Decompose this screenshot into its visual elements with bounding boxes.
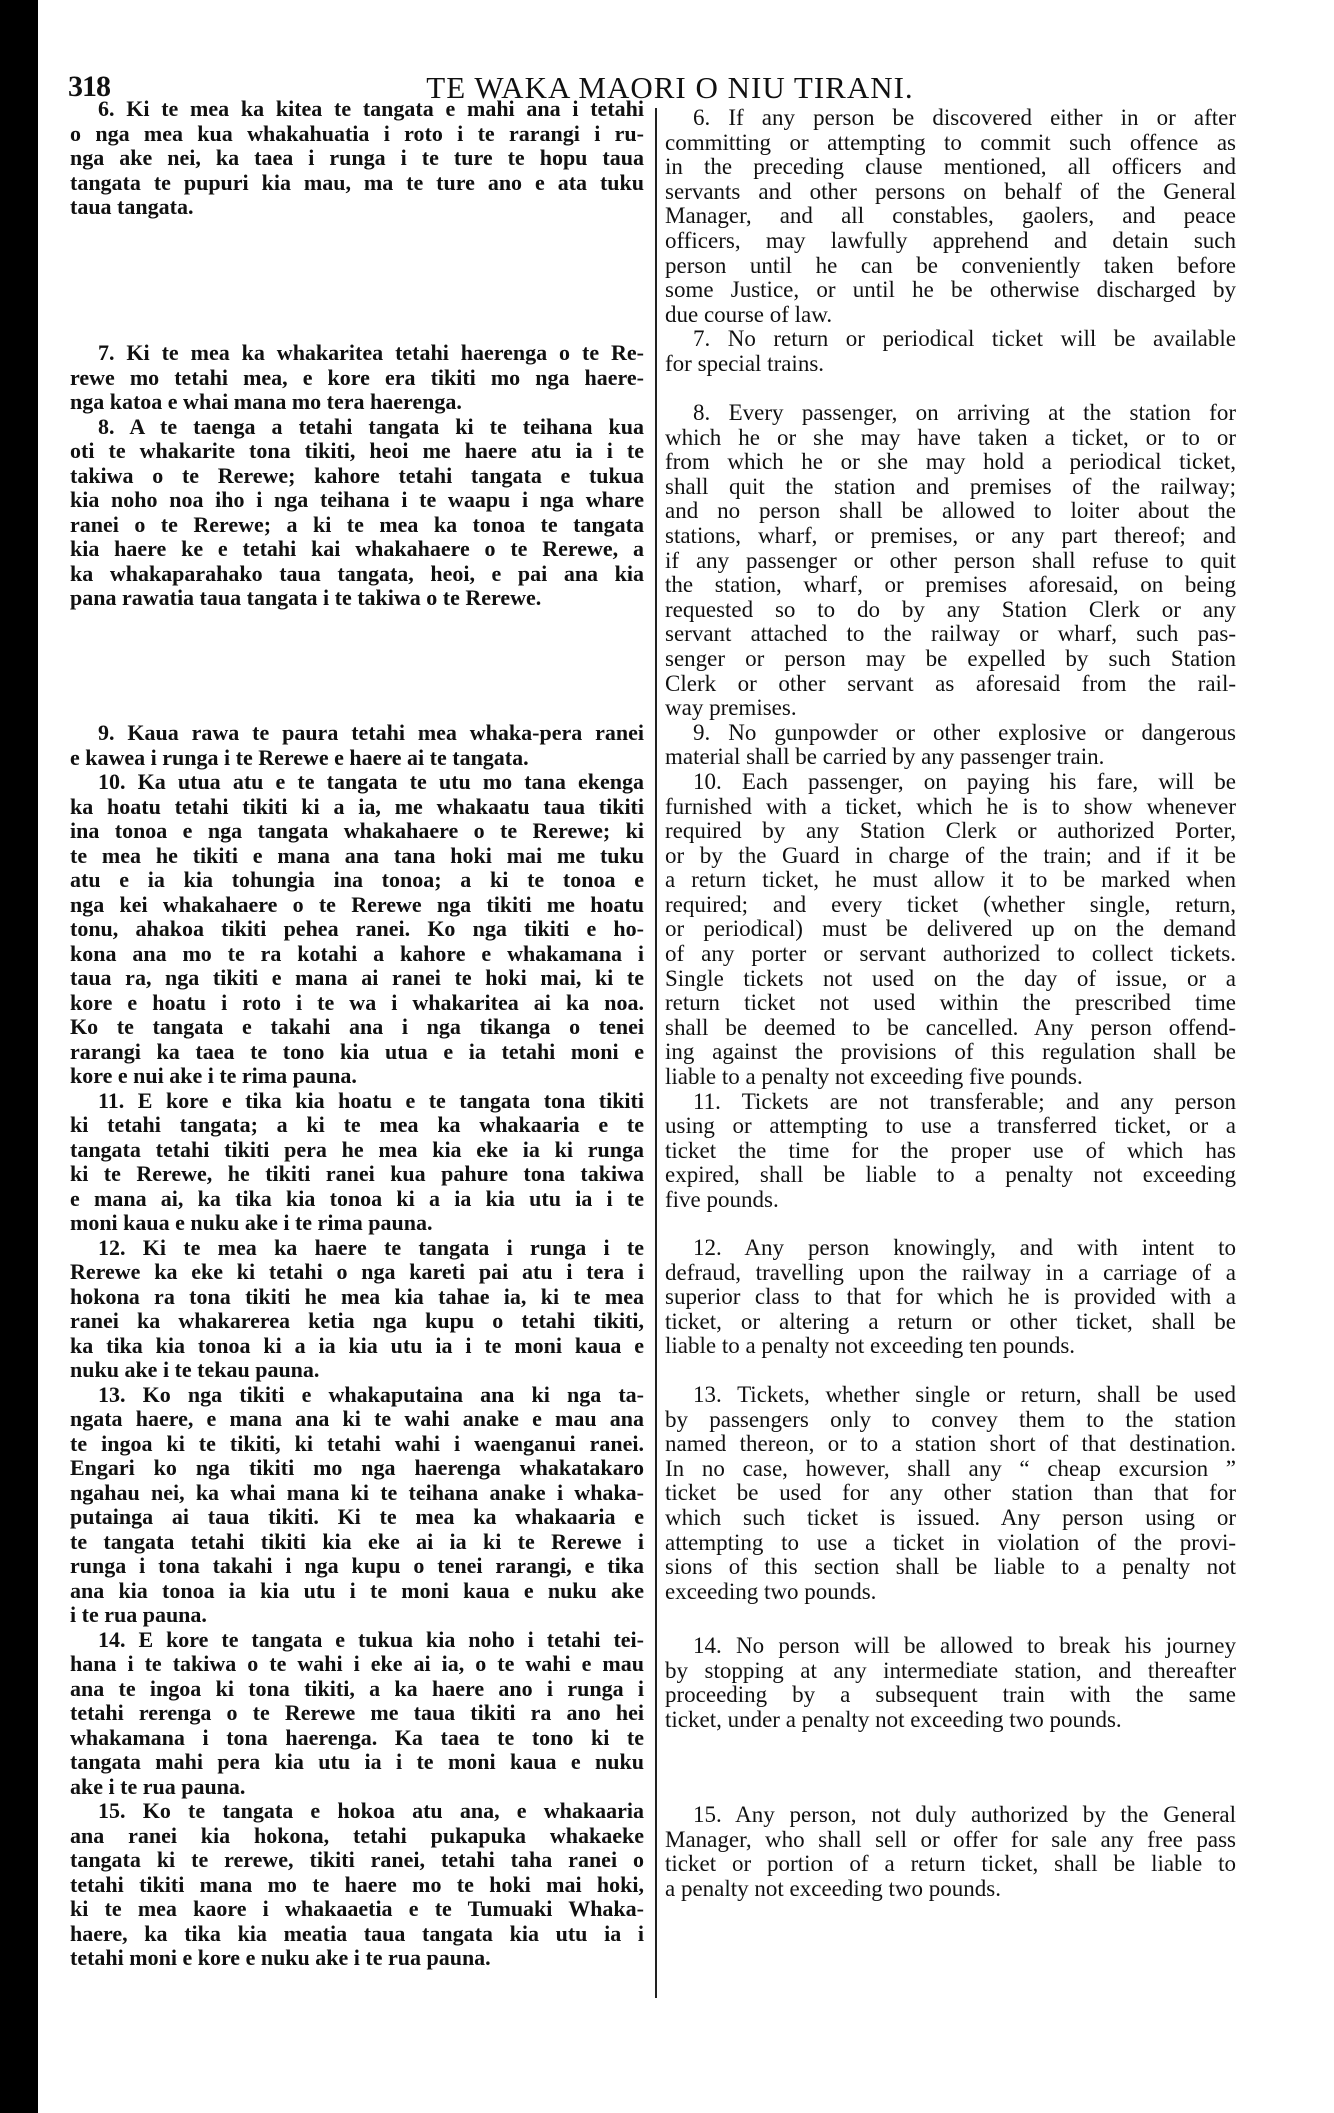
text-line: attempting to use a ticket in violation of the provi- <box>665 1529 1236 1555</box>
text-line: In no case, however, shall any “ cheap excursion ” <box>665 1455 1236 1481</box>
text-line: kona ana mo te ra kotahi a kahore e whakamana i <box>70 940 644 966</box>
text-line: by stopping at any intermediate station, and thereafter <box>665 1657 1236 1683</box>
text-line: tetahi rerenga o te Rerewe me taua tikiti ra ano hei <box>70 1700 644 1725</box>
text-line: 15. Ko te tangata e hokoa atu ana, e whakaaria <box>98 1798 644 1823</box>
text-line: furnished with a ticket, which he is to show whenever <box>665 793 1236 819</box>
text-line: Manager, who shall sell or offer for sale any free pass <box>665 1826 1236 1852</box>
text-line: ranei ka whakarerea ketia nga kupu o tetahi tikiti, <box>70 1308 644 1333</box>
text-line: 6. Ki te mea ka kitea te tangata e mahi ana i tetahi <box>98 96 644 121</box>
text-line: ka tika kia tonoa ki a ia kia utu ia i te moni kaua e <box>70 1332 644 1358</box>
text-block <box>70 341 644 611</box>
text-line: kore e hoatu i roto i te wa i whakaritea ai ka noa. <box>70 989 644 1015</box>
text-line: whakamana i tona haerenga. Ka taea te tono ki te <box>70 1724 644 1750</box>
text-line: ka whakaparahako taua tangata, heoi, e pai ana kia <box>70 560 644 586</box>
text-line: named thereon, or to a station short of that destination. <box>665 1431 1236 1457</box>
text-line: shall be deemed to be cancelled. Any person offend- <box>665 1014 1236 1040</box>
text-line: the station, wharf, or premises aforesaid, on being <box>665 572 1236 598</box>
text-line: or periodical) must be delivered up on the demand <box>665 916 1236 942</box>
text-line: rarangi ka taea te tono kia utua e ia tetahi moni e <box>70 1038 644 1064</box>
text-line: pana rawatia taua tangata i te takiwa o te Rerewe. <box>70 585 542 610</box>
regulation-paragraph <box>665 721 1236 770</box>
text-line: 15. Any person, not duly authorized by the General <box>693 1802 1236 1827</box>
text-line: tangata mahi pera kia utu ia i te moni kaua e nuku <box>70 1749 644 1774</box>
text-line: te ingoa ki te tikiti, ki tetahi wahi i waenganui ranei. <box>70 1430 644 1456</box>
regulation-paragraph <box>70 415 644 611</box>
text-line: e mana ai, ka tika kia tonoa ki a ia kia utu ia i te <box>70 1185 644 1211</box>
text-line: tonu, ahakoa tikiti pehea ranei. Ko nga tikiti e ho- <box>70 916 644 941</box>
regulation-paragraph <box>70 1383 644 1628</box>
text-line: nuku ake i te tekau pauna. <box>70 1357 320 1382</box>
text-line: senger or person may be expelled by such Station <box>665 645 1236 671</box>
text-line: and no person shall be allowed to loiter about the <box>665 498 1236 524</box>
text-block <box>665 106 1236 377</box>
text-line: nga katoa e whai mana mo tera haerenga. <box>70 389 462 414</box>
text-line: material shall be carried by any passenger train. <box>665 744 1105 770</box>
text-line: 10. Each passenger, on paying his fare, will be <box>693 768 1236 794</box>
text-line: 9. No gunpowder or other explosive or dangerous <box>693 719 1236 745</box>
text-line: 12. Ki te mea ka haere te tangata i runga i te <box>98 1234 644 1260</box>
text-line: ina tonoa e nga tangata whakahaere o te Rerewe; ki <box>70 818 644 843</box>
text-line: in the preceding clause mentioned, all officers and <box>665 154 1236 180</box>
text-line: superior class to that for which he is provided with a <box>665 1284 1236 1310</box>
text-block <box>70 721 644 1971</box>
text-line: 7. No return or periodical ticket will be available <box>693 326 1236 352</box>
text-block <box>665 401 1236 1213</box>
text-line: tangata tetahi tikiti pera he mea kia eke ia ki runga <box>70 1136 644 1162</box>
text-line: which such ticket is issued. Any person using or <box>665 1504 1236 1530</box>
scan-edge <box>0 0 38 2113</box>
regulation-paragraph <box>665 106 1236 327</box>
regulation-paragraph <box>70 1236 644 1383</box>
text-line: atu e ia kia tohungia ina tonoa; a ki te tonoa e <box>70 867 644 892</box>
text-line: e kawea i runga i te Rerewe e haere ai te tangata. <box>70 744 529 770</box>
regulation-paragraph <box>70 1799 644 1971</box>
text-line: five pounds. <box>665 1187 779 1212</box>
page-title: TE WAKA MAORI O NIU TIRANI. <box>426 70 914 105</box>
text-line: taua tangata. <box>70 194 194 219</box>
text-line: liable to a penalty not exceeding five pounds. <box>665 1064 1083 1090</box>
text-line: tangata te pupuri kia mau, ma te ture ano e ata tuku <box>70 169 644 195</box>
text-line: nga ake nei, ka taea i runga i te ture te hopu taua <box>70 145 644 170</box>
text-line: Manager, and all constables, gaolers, and peace <box>665 203 1236 229</box>
text-block <box>665 1634 1236 1732</box>
text-line: te mea he tikiti e mana ana tana hoki mai me tuku <box>70 842 644 868</box>
text-line: expired, shall be liable to a penalty not exceeding <box>665 1162 1236 1188</box>
text-line: servant attached to the railway or wharf, such pas- <box>665 621 1236 647</box>
regulation-paragraph <box>70 721 644 770</box>
text-line: 13. Tickets, whether single or return, shall be used <box>693 1382 1236 1407</box>
text-line: for special trains. <box>665 350 825 376</box>
text-line: ake i te rua pauna. <box>70 1773 246 1799</box>
page-number: 318 <box>68 70 110 103</box>
text-line: haere, ka tika kia meatia taua tangata kia utu ia i <box>70 1920 644 1946</box>
text-line: from which he or she may hold a periodical ticket, <box>665 449 1236 475</box>
text-line: officers, may lawfully apprehend and detain such <box>665 227 1236 253</box>
text-line: o nga mea kua whakahuatia i roto i te rarangi i ru- <box>70 120 644 146</box>
text-line: oti te whakarite tona tikiti, heoi me haere atu ia i te <box>70 438 644 463</box>
text-line: ing against the provisions of this regulation shall be <box>665 1039 1236 1065</box>
text-line: 14. E kore te tangata e tukua kia noho i tetahi tei- <box>98 1626 644 1652</box>
regulation-paragraph <box>70 341 644 415</box>
text-line: ana kia tonoa ia kia utu i te moni kaua e nuku ake <box>70 1577 644 1603</box>
text-line: some Justice, or until he be otherwise discharged by <box>665 277 1236 303</box>
text-line: taua ra, nga tikiti e mana ai ranei te hoki mai, ki te <box>70 965 644 990</box>
text-line: 9. Kaua rawa te paura tetahi mea whaka-pera ranei <box>98 720 644 745</box>
text-block <box>665 1383 1236 1604</box>
text-line: sions of this section shall be liable to a penalty not <box>665 1554 1236 1580</box>
regulation-paragraph <box>665 1803 1236 1901</box>
regulation-paragraph <box>70 770 644 1089</box>
text-line: way premises. <box>665 695 797 721</box>
text-line: ranei o te Rerewe; a ki te mea ka tonoa te tangata <box>70 511 644 537</box>
regulation-paragraph <box>665 1383 1236 1604</box>
text-line: ticket, or altering a return or other ticket, shall be <box>665 1308 1236 1334</box>
text-line: runga i tona takahi i nga kupu o tenei rarangi, e tika <box>70 1553 644 1578</box>
text-line: exceeding two pounds. <box>665 1578 877 1604</box>
text-line: liable to a penalty not exceeding ten pounds. <box>665 1333 1076 1359</box>
text-line: if any passenger or other person shall refuse to quit <box>665 547 1236 573</box>
regulation-paragraph <box>665 1090 1236 1213</box>
text-block <box>665 1803 1236 1901</box>
text-line: proceeding by a subsequent train with the same <box>665 1682 1236 1708</box>
text-line: tetahi tikiti mana mo te haere mo te hoki mai hoki, <box>70 1871 644 1897</box>
text-line: 11. Tickets are not transferable; and any person <box>693 1088 1236 1114</box>
text-line: ticket or portion of a return ticket, shall be liable to <box>665 1851 1236 1877</box>
regulation-paragraph <box>665 1634 1236 1732</box>
regulation-paragraph <box>70 1089 644 1236</box>
text-line: hana i te takiwa o te wahi i eke ai ia, o te wahi e mau <box>70 1651 644 1676</box>
text-line: ngata haere, e mana ana ki te wahi anake e mau ana <box>70 1406 644 1431</box>
text-line: ana ranei kia hokona, tetahi pukapuka whakaeke <box>70 1822 644 1848</box>
text-line: 14. No person will be allowed to break his journey <box>693 1633 1236 1658</box>
text-line: tangata ki te rerewe, tikiti ranei, tetahi taha ranei o <box>70 1847 644 1872</box>
text-line: 13. Ko nga tikiti e whakaputaina ana ki nga ta- <box>98 1381 644 1407</box>
text-line: stations, wharf, or premises, or any part thereof; and <box>665 522 1236 548</box>
regulation-paragraph <box>70 1628 644 1800</box>
text-line: kia noho noa iho i nga teihana i te waapu i nga whare <box>70 487 644 512</box>
text-line: return ticket not used within the prescribed time <box>665 990 1236 1016</box>
text-line: which he or she may have taken a ticket, or to or <box>665 424 1236 450</box>
text-line: ki tetahi tangata; a ki te mea ka whakaaria e te <box>70 1112 644 1137</box>
text-line: takiwa o te Rerewe; kahore tetahi tangata e tukua <box>70 462 644 488</box>
text-block <box>665 1236 1236 1359</box>
text-line: putainga ai taua tikiti. Ki te mea ka whakaaria e <box>70 1504 644 1529</box>
regulation-paragraph <box>665 1236 1236 1359</box>
text-line: defraud, travelling upon the railway in a carriage of a <box>665 1259 1236 1285</box>
text-line: by passengers only to convey them to the station <box>665 1406 1236 1432</box>
text-line: 8. A te taenga a tetahi tangata ki te teihana kua <box>98 413 644 439</box>
text-line: Clerk or other servant as aforesaid from the rail- <box>665 670 1236 696</box>
text-line: a return ticket, he must allow it to be marked when <box>665 867 1236 893</box>
text-line: rewe mo tetahi mea, e kore era tikiti mo nga haere- <box>70 364 644 390</box>
text-line: ticket be used for any other station than that for <box>665 1480 1236 1506</box>
text-line: a penalty not exceeding two pounds. <box>665 1875 1001 1901</box>
text-line: kia haere ke e tetahi kai whakahaere o te Rerewe, a <box>70 536 644 561</box>
text-line: 10. Ka utua atu e te tangata te utu mo tana ekenga <box>98 769 644 794</box>
text-line: ana te ingoa ki tona tikiti, a ka haere ano i runga i <box>70 1675 644 1701</box>
text-line: ki te Rerewe, he tikiti ranei kua pahure tona takiwa <box>70 1161 644 1186</box>
text-line: Rerewe ka eke ki tetahi o nga kareti pai atu i tera i <box>70 1259 644 1284</box>
text-block <box>70 97 644 220</box>
text-line: 11. E kore e tika kia hoatu e te tangata tona tikiti <box>98 1087 644 1113</box>
text-line: 7. Ki te mea ka whakaritea tetahi haerenga o te Re- <box>98 340 644 365</box>
text-line: person until he can be conveniently taken before <box>665 252 1236 278</box>
text-line: te tangata tetahi tikiti kia eke ai ia ki te Rerewe i <box>70 1528 644 1554</box>
text-line: i te rua pauna. <box>70 1602 207 1627</box>
regulation-paragraph <box>665 770 1236 1090</box>
text-line: due course of law. <box>665 301 833 327</box>
regulation-paragraph <box>665 401 1236 721</box>
regulation-paragraph <box>665 327 1236 376</box>
regulation-paragraph <box>70 97 644 220</box>
text-line: hokona ra tona tikiti he mea kia tahae ia, ki te mea <box>70 1283 644 1309</box>
text-line: 8. Every passenger, on arriving at the station for <box>693 400 1236 425</box>
text-line: committing or attempting to commit such offence as <box>665 129 1236 155</box>
text-line: required by any Station Clerk or authorized Porter, <box>665 818 1236 844</box>
text-line: ka hoatu tetahi tikiti ki a ia, me whakaatu taua tikiti <box>70 793 644 819</box>
text-line: kore e nui ake i te rima pauna. <box>70 1063 357 1088</box>
text-line: ticket the time for the proper use of which has <box>665 1137 1236 1163</box>
text-line: of any porter or servant authorized to collect tickets. <box>665 941 1236 967</box>
text-line: or by the Guard in charge of the train; and if it be <box>665 842 1236 868</box>
column-divider <box>655 108 657 1998</box>
text-line: moni kaua e nuku ake i te rima pauna. <box>70 1210 433 1235</box>
text-line: 6. If any person be discovered either in or after <box>693 105 1236 130</box>
text-line: ticket, under a penalty not exceeding two pounds. <box>665 1706 1122 1732</box>
text-line: requested so to do by any Station Clerk or any <box>665 596 1236 622</box>
text-line: nga kei whakahaere o te Rerewe nga tikiti me hoatu <box>70 891 644 917</box>
text-line: Engari ko nga tikiti mo nga haerenga whakatakaro <box>70 1455 644 1480</box>
text-line: shall quit the station and premises of the railway; <box>665 473 1236 499</box>
text-line: Single tickets not used on the day of issue, or a <box>665 965 1236 991</box>
text-line: required; and every ticket (whether single, return, <box>665 891 1236 917</box>
text-line: tetahi moni e kore e nuku ake i te rua pauna. <box>70 1945 491 1970</box>
text-line: servants and other persons on behalf of the General <box>665 178 1236 204</box>
text-line: 12. Any person knowingly, and with intent to <box>693 1235 1236 1260</box>
text-line: using or attempting to use a transferred ticket, or a <box>665 1113 1236 1139</box>
text-line: ki te mea kaore i whakaaetia e te Tumuaki Whaka- <box>70 1896 644 1921</box>
text-line: ngahau nei, ka whai mana ki te teihana anake i whaka- <box>70 1479 644 1505</box>
text-line: Ko te tangata e takahi ana i nga tikanga o tenei <box>70 1014 644 1039</box>
